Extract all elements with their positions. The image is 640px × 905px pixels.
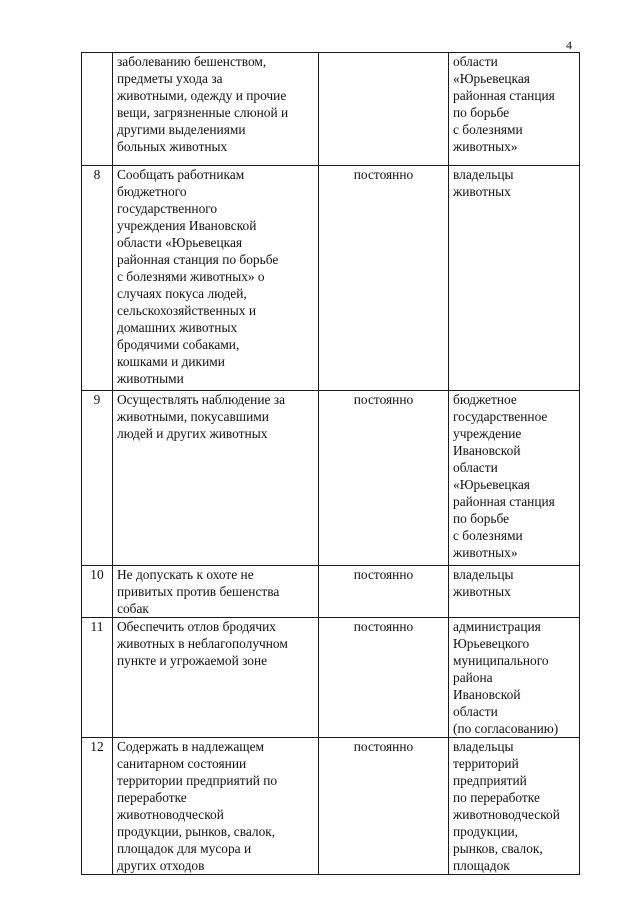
action-cell bbox=[113, 738, 319, 875]
action-cell-line: Обеспечить отлов бродячих bbox=[117, 619, 276, 634]
action-cell-line: бродячими собаками, bbox=[117, 337, 240, 352]
responsible-cell-line: животных» bbox=[453, 545, 518, 560]
table-row bbox=[82, 738, 580, 875]
responsible-cell-line: владельцы bbox=[453, 739, 514, 754]
responsible-cell-line: владельцы bbox=[453, 567, 514, 582]
deadline-cell bbox=[319, 738, 449, 875]
responsible-cell-line: по борьбе bbox=[453, 511, 510, 526]
table-row bbox=[82, 53, 580, 166]
action-cell-line: Не допускать к охоте не bbox=[117, 567, 254, 582]
action-cell-line: переработке bbox=[117, 790, 187, 805]
responsible-cell bbox=[449, 53, 580, 166]
action-cell-line: больных животных bbox=[117, 139, 228, 154]
row-number-cell: 9 bbox=[82, 391, 113, 566]
deadline-cell bbox=[319, 53, 449, 166]
responsible-cell-line: рынков, свалок, bbox=[453, 841, 543, 856]
row-number-cell bbox=[82, 53, 113, 166]
responsible-cell bbox=[449, 738, 580, 875]
row-number-cell: 10 bbox=[82, 566, 113, 618]
responsible-cell-line: государственное bbox=[453, 409, 548, 424]
action-cell-line: продукции, рынков, свалок, bbox=[117, 824, 276, 839]
action-cell bbox=[113, 166, 319, 391]
action-cell-line: вещи, загрязненные слюной и bbox=[117, 105, 289, 120]
table-row bbox=[82, 166, 580, 391]
action-cell-line: случаях покуса людей, bbox=[117, 286, 247, 301]
responsible-cell-line: бюджетное bbox=[453, 392, 517, 407]
responsible-cell-line: животных» bbox=[453, 139, 518, 154]
deadline-cell-line: постоянно bbox=[353, 392, 414, 407]
action-cell bbox=[113, 391, 319, 566]
action-cell-line: учреждения Ивановской bbox=[117, 218, 257, 233]
action-cell-line: животных в неблагополучном bbox=[117, 636, 288, 651]
action-cell-line: людей и других животных bbox=[117, 426, 268, 441]
deadline-cell bbox=[319, 391, 449, 566]
action-cell-line: домашних животных bbox=[117, 320, 238, 335]
responsible-cell-line: по переработке bbox=[453, 790, 540, 805]
deadline-cell-line: постоянно bbox=[353, 619, 414, 634]
action-cell-line: Осуществлять наблюдение за bbox=[117, 392, 286, 407]
action-cell-line: животными, одежду и прочие bbox=[117, 88, 287, 103]
action-cell-line: заболеванию бешенством, bbox=[117, 54, 267, 69]
responsible-cell-line: Ивановской bbox=[453, 443, 521, 458]
responsible-cell-line: Юрьевецкого bbox=[453, 636, 530, 651]
responsible-cell-line: предприятий bbox=[453, 773, 527, 788]
responsible-cell-line: муниципального bbox=[453, 653, 549, 668]
action-cell-line: области «Юрьевецкая bbox=[117, 235, 243, 250]
action-cell-line: животными, покусавшими bbox=[117, 409, 269, 424]
responsible-cell-line: «Юрьевецкая bbox=[453, 477, 530, 492]
responsible-cell-line: продукции, bbox=[453, 824, 519, 839]
action-cell-line: территории предприятий по bbox=[117, 773, 278, 788]
responsible-cell-line: владельцы bbox=[453, 167, 514, 182]
action-cell bbox=[113, 566, 319, 618]
responsible-cell-line: с болезнями bbox=[453, 528, 523, 543]
responsible-cell-line: территорий bbox=[453, 756, 519, 771]
deadline-cell-line: постоянно bbox=[353, 739, 414, 754]
action-cell-line: Сообщать работникам bbox=[117, 167, 245, 182]
row-number-cell: 12 bbox=[82, 738, 113, 875]
responsible-cell bbox=[449, 566, 580, 618]
action-cell-line: животными bbox=[117, 371, 184, 386]
deadline-cell bbox=[319, 618, 449, 738]
responsible-cell-line: по борьбе bbox=[453, 105, 510, 120]
page-number: 4 bbox=[566, 38, 572, 52]
responsible-cell-line: администрация bbox=[453, 619, 541, 634]
action-cell bbox=[113, 618, 319, 738]
responsible-cell-line: площадок bbox=[453, 858, 510, 873]
responsible-cell-line: области bbox=[453, 704, 498, 719]
action-cell bbox=[113, 53, 319, 166]
action-cell-line: бюджетного bbox=[117, 184, 187, 199]
measures-table bbox=[81, 52, 580, 875]
action-cell-line: животноводческой bbox=[117, 807, 224, 822]
table-row bbox=[82, 391, 580, 566]
responsible-cell-line: Ивановской bbox=[453, 687, 521, 702]
action-cell-line: предметы ухода за bbox=[117, 71, 223, 86]
responsible-cell-line: животных bbox=[453, 184, 511, 199]
responsible-cell-line: области bbox=[453, 54, 498, 69]
deadline-cell-line: постоянно bbox=[353, 567, 414, 582]
responsible-cell-line: районная станция bbox=[453, 88, 555, 103]
action-cell-line: сельскохозяйственных и bbox=[117, 303, 256, 318]
action-cell-line: санитарном состоянии bbox=[117, 756, 247, 771]
row-number-cell: 11 bbox=[82, 618, 113, 738]
action-cell-line: другими выделениями bbox=[117, 122, 246, 137]
action-cell-line: государственного bbox=[117, 201, 218, 216]
action-cell-line: других отходов bbox=[117, 858, 205, 873]
action-cell-line: привитых против бешенства bbox=[117, 584, 280, 599]
deadline-cell bbox=[319, 566, 449, 618]
table-row bbox=[82, 618, 580, 738]
responsible-cell-line: животноводческой bbox=[453, 807, 560, 822]
responsible-cell bbox=[449, 618, 580, 738]
responsible-cell-line: животных bbox=[453, 584, 511, 599]
table-row bbox=[82, 566, 580, 618]
responsible-cell-line: области bbox=[453, 460, 498, 475]
action-cell-line: пункте и угрожаемой зоне bbox=[117, 653, 268, 668]
responsible-cell-line: районная станция bbox=[453, 494, 555, 509]
responsible-cell-line: с болезнями bbox=[453, 122, 523, 137]
deadline-cell-line: постоянно bbox=[353, 167, 414, 182]
responsible-cell-line: района bbox=[453, 670, 493, 685]
action-cell-line: Содержать в надлежащем bbox=[117, 739, 264, 754]
action-cell-line: с болезнями животных» о bbox=[117, 269, 265, 284]
responsible-cell-line: учреждение bbox=[453, 426, 522, 441]
responsible-cell-line: (по согласованию) bbox=[453, 721, 559, 736]
responsible-cell bbox=[449, 391, 580, 566]
action-cell-line: площадок для мусора и bbox=[117, 841, 252, 856]
action-cell-line: кошками и дикими bbox=[117, 354, 225, 369]
responsible-cell-line: «Юрьевецкая bbox=[453, 71, 530, 86]
action-cell-line: районная станция по борьбе bbox=[117, 252, 279, 267]
action-cell-line: собак bbox=[117, 601, 149, 616]
responsible-cell bbox=[449, 166, 580, 391]
row-number-cell: 8 bbox=[82, 166, 113, 391]
deadline-cell bbox=[319, 166, 449, 391]
